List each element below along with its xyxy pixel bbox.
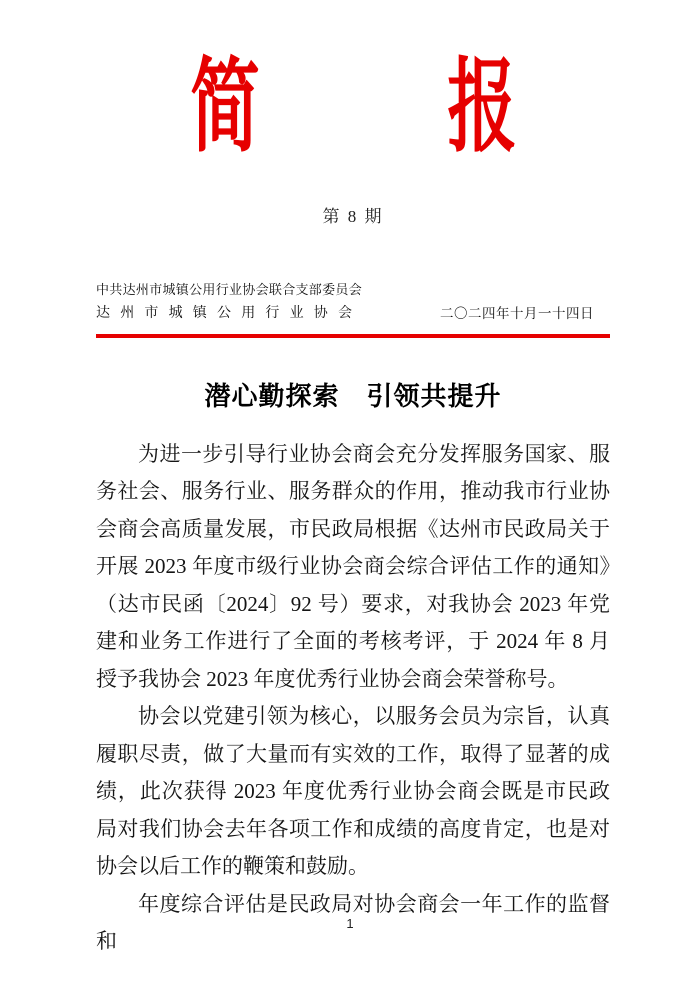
page-content — [96, 0, 610, 989]
page-number: 1 — [346, 916, 354, 931]
paragraph-2: 协会以党建引领为核心，以服务会员为宗旨，认真履职尽责，做了大量而有实效的工作，取得了显著的成绩，此次获得 2023 年度优秀行业协会商会既是市民政局对我们协会去年各项工作和成绩的高度肯定，也是对协会以后工作的鞭策和鼓励。 — [96, 704, 610, 878]
org-date-row — [96, 303, 610, 325]
org-line-party-committee: 中共达州市城镇公用行业协会联合支部委员会 — [96, 282, 363, 297]
masthead-char-jian: 简 — [189, 52, 260, 165]
issue-date: 二〇二四年十月一十四日 — [440, 306, 594, 321]
article-body — [96, 436, 610, 961]
masthead-title — [96, 0, 610, 165]
issue-number: 第 8 期 — [322, 207, 384, 226]
masthead-char-bao: 报 — [446, 52, 517, 165]
org-block — [96, 280, 610, 338]
org-line-association: 达州市城镇公用行业协会 — [96, 306, 352, 321]
paragraph-3: 年度综合评估是民政局对协会商会一年工作的监督和 — [96, 891, 610, 953]
article-title: 潜心勤探索 引领共提升 — [204, 381, 502, 411]
paragraph-1: 为进一步引导行业协会商会充分发挥服务国家、服务社会、服务行业、服务群众的作用，推动我市行业协会商会高质量发展，市民政局根据《达州市民政局关于开展 2023 年度市级行业协会商会综合评估工作的通知》（达市民函〔2024〕92 号）要求，对我协会 2023 年党建和业务工作进行了全面的考核考评，于 2024 年 8 月授予我协会 2023 年度优秀行业协会商会荣誉称号。 — [96, 441, 610, 691]
red-divider-rule — [96, 334, 610, 338]
